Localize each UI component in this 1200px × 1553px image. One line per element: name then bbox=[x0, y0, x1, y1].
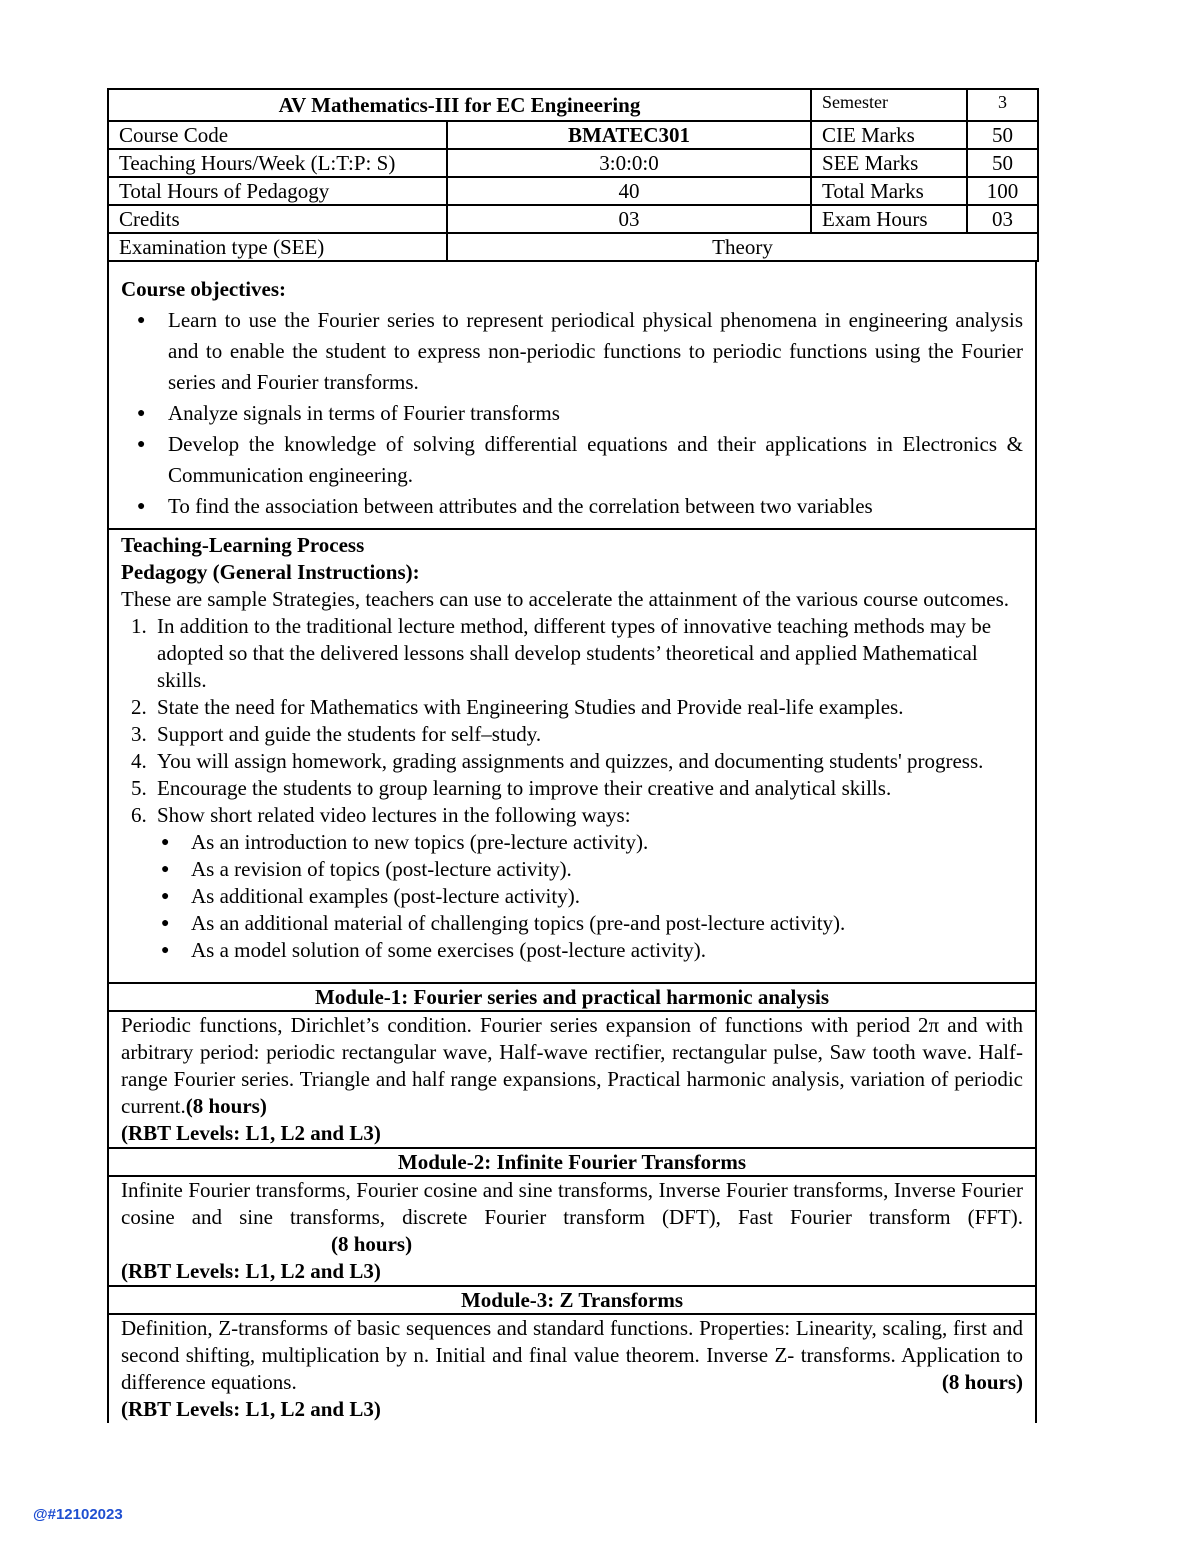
course-title: AV Mathematics-III for EC Engineering bbox=[108, 89, 811, 121]
row-label: Course Code bbox=[108, 121, 447, 149]
row-right-label: Exam Hours bbox=[811, 205, 967, 233]
list-item: ● As an introduction to new topics (pre-lecture activity). bbox=[121, 829, 1023, 856]
item-text: Show short related video lectures in the following ways: bbox=[157, 803, 631, 827]
list-item: ● As a revision of topics (post-lecture activity). bbox=[121, 856, 1023, 883]
list-item: ● As an additional material of challenging topics (pre-and post-lecture activity). bbox=[121, 910, 1023, 937]
list-item bbox=[121, 775, 1023, 802]
module-hours: (8 hours) bbox=[941, 1370, 1023, 1394]
semester-value: 3 bbox=[967, 89, 1038, 121]
item-number: 1. bbox=[131, 614, 147, 638]
course-info-table bbox=[107, 88, 1039, 262]
pedagogy-heading: Pedagogy (General Instructions): bbox=[121, 560, 420, 584]
module-1-title: Module-1: Fourier series and practical harmonic analysis bbox=[107, 984, 1037, 1012]
row-right-value: 50 bbox=[967, 149, 1038, 177]
row-label: Total Hours of Pedagogy bbox=[108, 177, 447, 205]
item-number: 2. bbox=[131, 695, 147, 719]
module-rbt: (RBT Levels: L1, L2 and L3) bbox=[121, 1121, 381, 1145]
list-item: ● Analyze signals in terms of Fourier transforms bbox=[121, 398, 1023, 429]
row-right-label: CIE Marks bbox=[811, 121, 967, 149]
teaching-learning-process bbox=[107, 530, 1037, 984]
row-value: 3:0:0:0 bbox=[447, 149, 811, 177]
module-3-body bbox=[107, 1315, 1037, 1423]
item-text: State the need for Mathematics with Engineering Studies and Provide real-life examples. bbox=[157, 695, 904, 719]
row-right-value: 50 bbox=[967, 121, 1038, 149]
footer-code: @#12102023 bbox=[33, 1506, 123, 1523]
item-number: 4. bbox=[131, 749, 147, 773]
row-value: 03 bbox=[447, 205, 811, 233]
semester-label: Semester bbox=[811, 89, 967, 121]
module-hours: (8 hours) bbox=[185, 1094, 267, 1118]
item-text: Support and guide the students for self–study. bbox=[157, 722, 542, 746]
row-right-value: 03 bbox=[967, 205, 1038, 233]
module-content: Periodic functions, Dirichlet’s condition. Fourier series expansion of functions with period 2π and with arbitrary period: periodic rectangular wave, Half-wave rectifier, rectangular pulse, Saw tooth wave. Half-range Fourier series. Triangle and half range expansions, Practical harmonic analysis, variation of periodic current. bbox=[121, 1013, 1023, 1118]
row-right-label: Total Marks bbox=[811, 177, 967, 205]
tlp-list bbox=[121, 613, 1023, 829]
objectives-list bbox=[121, 305, 1023, 522]
list-item: ● Learn to use the Fourier series to represent periodical physical phenomena in engineering analysis and to enable the student to express non-periodic functions to periodic functions using the Fourier series and Fourier transforms. bbox=[121, 305, 1023, 398]
list-item: ● As a model solution of some exercises (post-lecture activity). bbox=[121, 937, 1023, 964]
course-code-value: BMATEC301 bbox=[447, 121, 811, 149]
row-label: Examination type (SEE) bbox=[108, 233, 447, 261]
list-item: ● As additional examples (post-lecture activity). bbox=[121, 883, 1023, 910]
list-item bbox=[121, 613, 1023, 694]
module-2-body bbox=[107, 1177, 1037, 1287]
list-item: ● To find the association between attributes and the correlation between two variables bbox=[121, 491, 1023, 522]
objectives-heading: Course objectives: bbox=[121, 277, 287, 301]
list-item: ● Develop the knowledge of solving differential equations and their applications in Electronics & Communication engineering. bbox=[121, 429, 1023, 491]
module-1-body bbox=[107, 1012, 1037, 1149]
item-number: 6. bbox=[131, 803, 147, 827]
list-item bbox=[121, 721, 1023, 748]
row-right-label: SEE Marks bbox=[811, 149, 967, 177]
tlp-intro: These are sample Strategies, teachers can use to accelerate the attainment of the various course outcomes. bbox=[121, 587, 1010, 611]
module-content: Definition, Z-transforms of basic sequences and standard functions. Properties: Linearity, scaling, first and second shifting, multiplication by n. Initial and final value theorem. Inverse Z- transforms. Application to difference equations. bbox=[121, 1316, 1023, 1394]
item-text: Encourage the students to group learning to improve their creative and analytical skills. bbox=[157, 776, 892, 800]
list-item bbox=[121, 694, 1023, 721]
item-text: In addition to the traditional lecture method, different types of innovative teaching methods may be adopted so that the delivered lessons shall develop students’ theoretical and applied Mathematical skills. bbox=[157, 614, 992, 692]
video-ways-list bbox=[121, 829, 1023, 964]
item-number: 5. bbox=[131, 776, 147, 800]
module-rbt: (RBT Levels: L1, L2 and L3) bbox=[121, 1397, 381, 1421]
module-3-title: Module-3: Z Transforms bbox=[107, 1287, 1037, 1315]
exam-type-value: Theory bbox=[447, 233, 1038, 261]
item-number: 3. bbox=[131, 722, 147, 746]
course-objectives bbox=[107, 262, 1037, 530]
item-text: You will assign homework, grading assignments and quizzes, and documenting students' progress. bbox=[157, 749, 984, 773]
row-label: Credits bbox=[108, 205, 447, 233]
module-2-title: Module-2: Infinite Fourier Transforms bbox=[107, 1149, 1037, 1177]
row-label: Teaching Hours/Week (L:T:P: S) bbox=[108, 149, 447, 177]
syllabus-sheet bbox=[107, 88, 1037, 1423]
row-value: 40 bbox=[447, 177, 811, 205]
module-hours: (8 hours) bbox=[331, 1232, 413, 1256]
tlp-heading: Teaching-Learning Process bbox=[121, 533, 365, 557]
module-content: Infinite Fourier transforms, Fourier cosine and sine transforms, Inverse Fourier transforms, Inverse Fourier cosine and sine transforms, discrete Fourier transform (DFT), Fast Fourier transform (FFT). bbox=[121, 1178, 1023, 1229]
module-rbt: (RBT Levels: L1, L2 and L3) bbox=[121, 1259, 381, 1283]
list-item bbox=[121, 802, 1023, 829]
row-right-value: 100 bbox=[967, 177, 1038, 205]
list-item bbox=[121, 748, 1023, 775]
